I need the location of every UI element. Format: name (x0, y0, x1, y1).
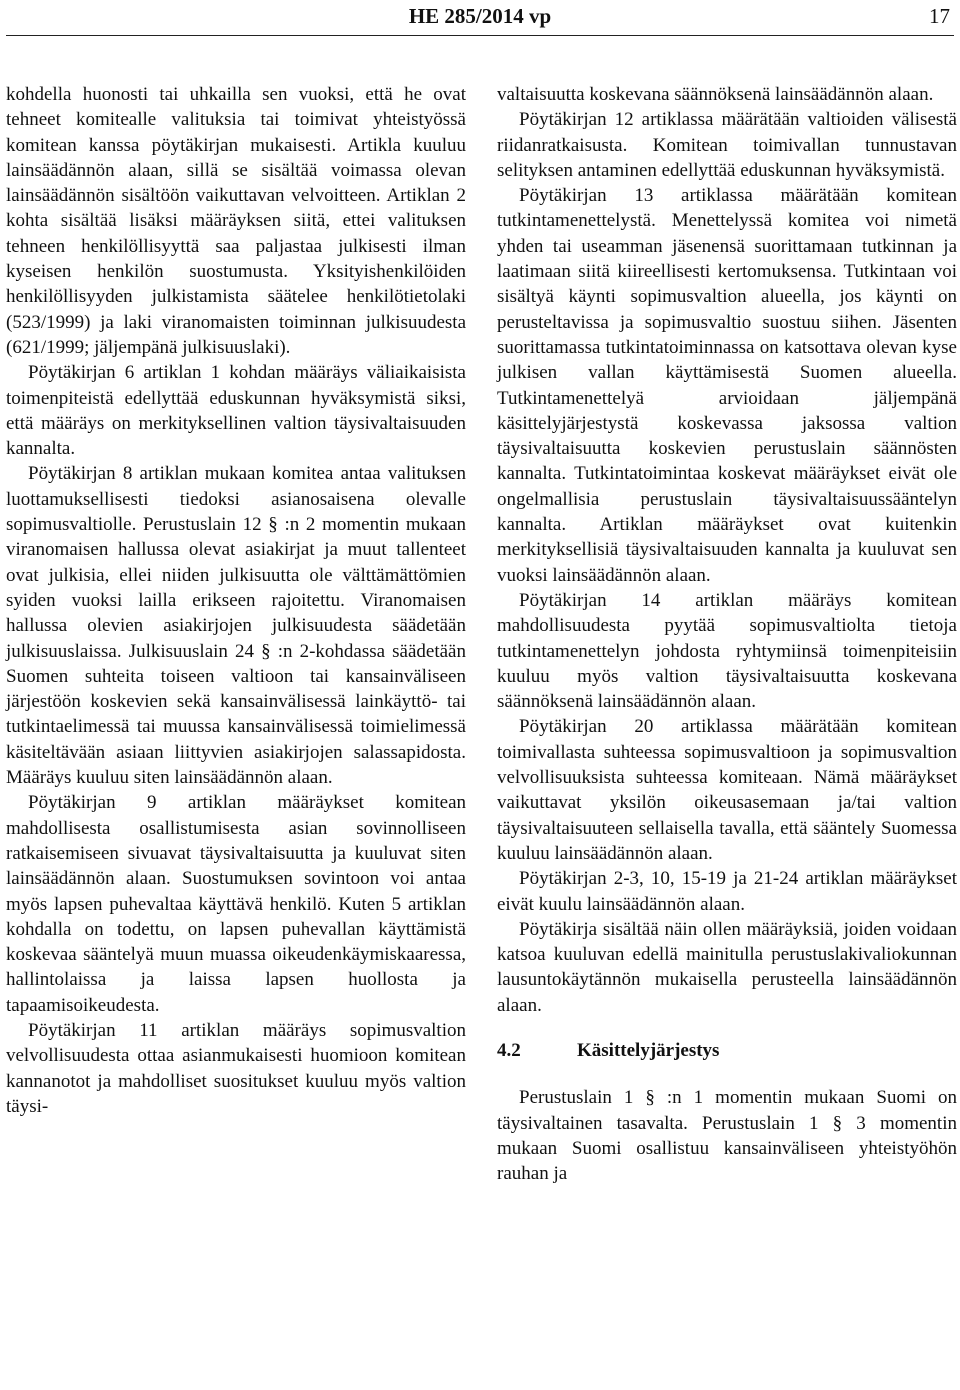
paragraph: Pöytäkirjan 9 artiklan määräykset komitean mahdollisesta osallistumisesta asian sovinnolliseen ratkaisemiseen sivuavat täysivaltaisuutta ja kuuluvat siten lainsäädännön alaan. Suostumuksen sovintoon voi antaa myös lapsen puhevaltaa käyttävä henkilö. Kuten 5 artiklan kohdalla on todettu, on lapsen puhevallan käyttämistä koskevaa sääntelyä muun muassa oikeudenkäymiskaaressa, hallintolaissa ja laissa lapsen huollosta ja tapaamisoikeudesta. (6, 792, 466, 1016)
paragraph: Perustuslain 1 § :n 1 momentin mukaan Suomi on täysivaltainen tasavalta. Perustuslain 1 § 3 momentin mukaan Suomi osallistuu kansainväliseen yhteistyöhön rauhan ja (497, 1087, 957, 1185)
header-rule (6, 35, 954, 36)
paragraph: Pöytäkirjan 11 artiklan määräys sopimusvaltion velvollisuudesta ottaa asianmukaisesti huomioon komitean kannanotot ja mahdolliset suositukset kuuluu myös valtion täysi- (6, 1019, 466, 1117)
paragraph: kohdella huonosti tai uhkailla sen vuoksi, että he ovat tehneet komitealle valituksia tai toimivat yhteistyössä komitean kanssa pöytäkirjan mukaisesti. Artikla kuuluu lainsäädännön alaan, sillä se sisältää voimassa olevan lainsäädännön sisältöön vaikuttavan velvoitteen. Artiklan 2 kohta sisältää lisäksi määräyksen siitä, ettei valituksen tehneen henkilöllisyyttä saa paljastaa julkisesti ilman kyseisen henkilön suostumusta. Yksityishenkilöiden henkilöllisyyden julkistamista säätelee henkilötietolaki (523/1999) ja laki viranomaisten toiminnan julkisuudesta (621/1999; jäljempänä julkisuuslaki). (6, 84, 466, 358)
paragraph: Pöytäkirjan 8 artiklan mukaan komitea antaa valituksen luottamuksellisesti tiedoksi asianosaisena olevalle sopimusvaltiolle. Perustuslain 12 § :n 2 momentin mukaan viranomaisen hallussa olevat asiakirjat ja muut tallenteet ovat julkisia, ellei niiden julkisuutta ole välttämättömien syiden vuoksi lailla erikseen rajoitettu. Viranomaisen hallussa olevien asiakirjojen julkisuudesta säädetään julkisuuslaissa. Julkisuuslain 24 § :n 2-kohdassa säädetään Suomen suhteita toiseen valtioon tai kansainväliseen järjestöön koskevien sekä kansainvälisessä lainkäyttö- tai tutkintaelimessä tai muussa kansainvälisessä toimielimessä käsiteltävään asiaan liittyvien asiakirjojen salassapidosta. Määräys kuuluu siten lainsäädännön alaan. (6, 463, 466, 789)
document-id: HE 285/2014 vp (408, 4, 552, 28)
right-column (497, 82, 957, 1186)
paragraph: Pöytäkirjan 6 artiklan 1 kohdan määräys väliaikaisista toimenpiteistä edellyttää eduskunnan hyväksymistä siksi, että määräys on merkityksellinen valtion täysivaltaisuuden kannalta. (6, 362, 466, 460)
page-header (0, 0, 960, 34)
section-number: 4.2 (497, 1039, 521, 1061)
paragraph: Pöytäkirjan 2-3, 10, 15-19 ja 21-24 artiklan määräykset eivät kuulu lainsäädännön alaan. (497, 868, 957, 915)
paragraph: Pöytäkirjan 14 artiklan määräys komitean mahdollisuudesta pyytää sopimusvaltiolta tietoja tutkintamenettelyn johdosta ryhtymiinsä toimenpiteisiin kuuluu myös valtion täysivaltaisuutta koskevana säännöksenä lainsäädännön alaan. (497, 589, 957, 713)
paragraph: valtaisuutta koskevana säännöksenä lainsäädännön alaan. (497, 84, 934, 105)
section-heading (497, 1038, 957, 1063)
page-number: 17 (929, 4, 950, 28)
section-title: Käsittelyjärjestys (577, 1039, 720, 1061)
paragraph: Pöytäkirjan 13 artiklassa määrätään komitean tutkintamenettelystä. Menettelyssä komitea voi nimetä yhden tai useamman jäsenensä suorittamaan tutkinnan ja laatimaan siitä kiireellisesti kertomuksensa. Tutkintaan voi sisältyä käynti sopimusvaltion alueella, jos käynti on perusteltavissa ja sopimusvaltio suostuu siihen. Jäsenten suorittamassa tutkintatoiminnassa on katsottava olevan kyse julkisen vallan käyttämisestä Suomen alueella. Tutkintamenettelyä arvioidaan jäljempänä käsittelyjärjestystä koskevassa jaksossa valtion täysivaltaisuutta koskevien perustuslain säännösten kannalta. Tutkintatoimintaa koskevat määräykset eivät ole ongelmallisia perustuslain täysivaltaisuussääntelyn kannalta. Artiklan määräykset ovat kuitenkin merkityksellisiä täysivaltaisuuden kannalta ja kuuluvat sen vuoksi lainsäädännön alaan. (497, 185, 957, 586)
left-column (6, 82, 466, 1119)
paragraph: Pöytäkirjan 12 artiklassa määrätään valtioiden välisestä riidanratkaisusta. Komitean toimivallan tunnustavan selityksen antaminen edellyttää eduskunnan hyväksymistä. (497, 109, 957, 181)
paragraph: Pöytäkirjan 20 artiklassa määrätään komitean toimivallasta suhteessa sopimusvaltioon ja sopimusvaltion velvollisuuksista suhteessa komiteaan. Nämä määräykset vaikuttavat yksilön oikeusasemaan ja/tai valtion täysivaltaisuuteen sellaisella tavalla, että sääntely Suomessa kuuluu lainsäädännön alaan. (497, 716, 957, 864)
paragraph: Pöytäkirja sisältää näin ollen määräyksiä, joiden voidaan katsoa kuuluvan edellä mainitulla perustuslakivaliokunnan lausuntokäytännön mukaisella perusteella lainsäädännön alaan. (497, 918, 957, 1016)
